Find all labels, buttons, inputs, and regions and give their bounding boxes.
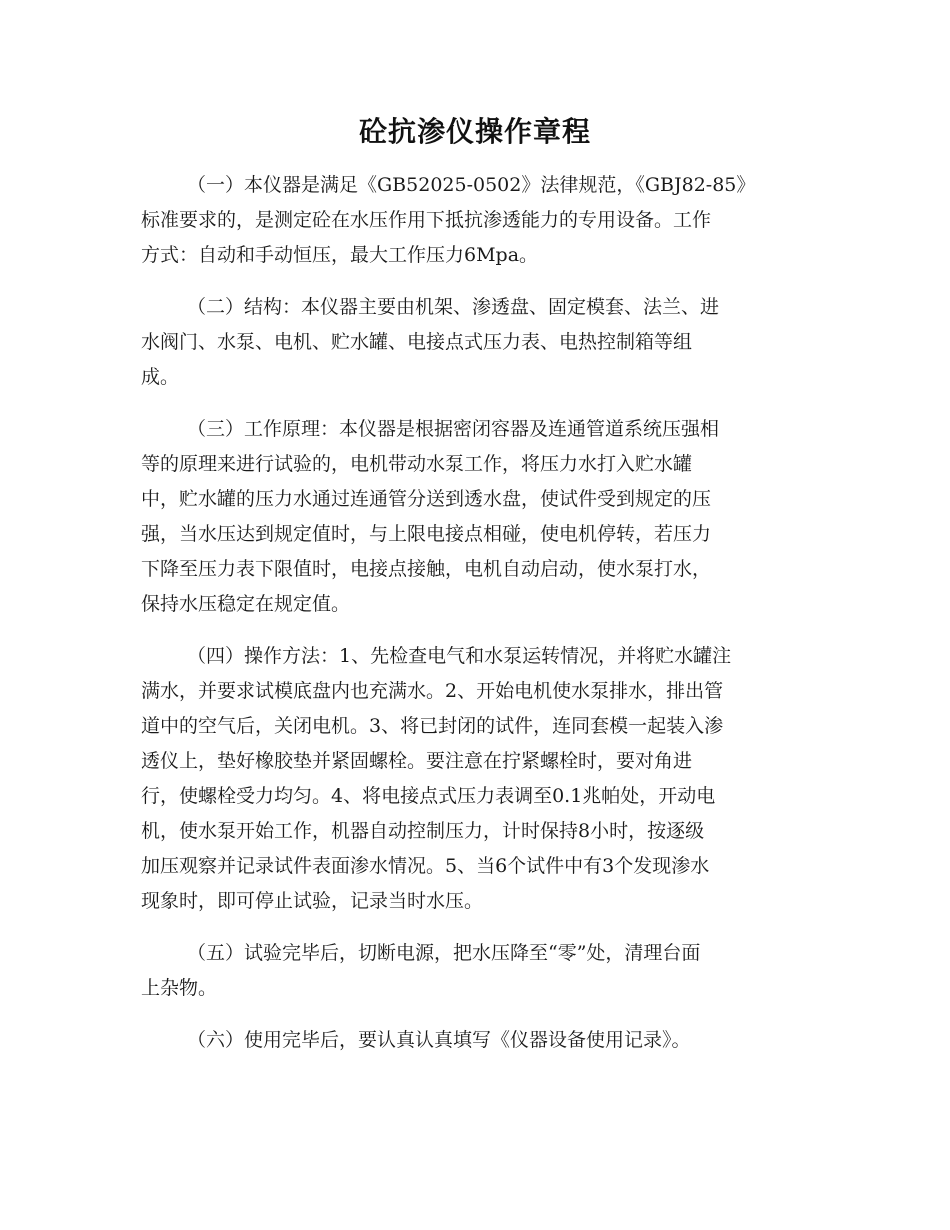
- paragraph-line: 保持水压稳定在规定值。: [141, 593, 351, 615]
- paragraph-line: 成。: [141, 366, 180, 388]
- paragraph-line: （五）试验完毕后，切断电源，把水压降至“零”处，清理台面: [187, 942, 701, 964]
- paragraph-line: 透仪上，垫好橡胶垫并紧固螺栓。要注意在拧紧螺栓时，要对角进: [141, 750, 693, 772]
- paragraph-line: 现象时，即可停止试验，记录当时水压。: [141, 890, 484, 912]
- paragraph-2: [141, 290, 803, 395]
- document-title: 砼抗渗仪操作章程: [358, 115, 591, 148]
- paragraph-line: 加压观察并记录试件表面渗水情况。5、当6个试件中有3个发现渗水: [141, 855, 710, 877]
- paragraph-line: （四）操作方法：1、先检查电气和水泵运转情况，并将贮水罐注: [187, 645, 732, 667]
- paragraph-line: （一）本仪器是满足《GB52025-0502》法律规范，《GBJ82-85》: [187, 174, 756, 196]
- paragraph-line: 下降至压力表下限值时，电接点接触，电机自动启动，使水泵打水，: [141, 558, 712, 580]
- paragraph-1: [141, 168, 803, 273]
- paragraph-5: [141, 936, 803, 1006]
- paragraph-line: （二）结构：本仪器主要由机架、渗透盘、固定模套、法兰、进: [187, 296, 720, 318]
- paragraph-line: 强，当水压达到规定值时，与上限电接点相碰，使电机停转，若压力: [141, 523, 712, 545]
- paragraph-line: 满水，并要求试模底盘内也充满水。2、开始电机使水泵排水，排出管: [141, 680, 724, 702]
- paragraph-line: 行，使螺栓受力均匀。4、将电接点式压力表调至0.1兆帕处，开动电: [141, 785, 716, 807]
- paragraph-line: 等的原理来进行试验的，电机带动水泵工作，将压力水打入贮水罐: [141, 453, 693, 475]
- paragraph-line: 方式：自动和手动恒压，最大工作压力6Mpa。: [141, 244, 539, 266]
- paragraph-line: 上杂物。: [141, 977, 218, 999]
- paragraph-line: 中，贮水罐的压力水通过连通管分送到透水盘，使试件受到规定的压: [141, 488, 712, 510]
- paragraph-line: （六）使用完毕后，要认真认真填写《仪器设备使用记录》。: [187, 1029, 691, 1051]
- paragraph-line: 水阀门、水泵、电机、贮水罐、电接点式压力表、电热控制箱等组: [141, 331, 693, 353]
- paragraph-3: [141, 412, 803, 622]
- paragraph-line: 道中的空气后，关闭电机。3、将已封闭的试件，连同套模一起装入渗: [141, 715, 724, 737]
- paragraph-line: （三）工作原理：本仪器是根据密闭容器及连通管道系统压强相: [187, 418, 720, 440]
- paragraph-line: 机，使水泵开始工作，机器自动控制压力，计时保持8小时，按逐级: [141, 820, 705, 842]
- paragraph-6: [141, 1023, 803, 1058]
- paragraph-4: [141, 639, 803, 919]
- paragraph-line: 标准要求的，是测定砼在水压作用下抵抗渗透能力的专用设备。工作: [141, 209, 712, 231]
- document-body: [141, 168, 803, 1075]
